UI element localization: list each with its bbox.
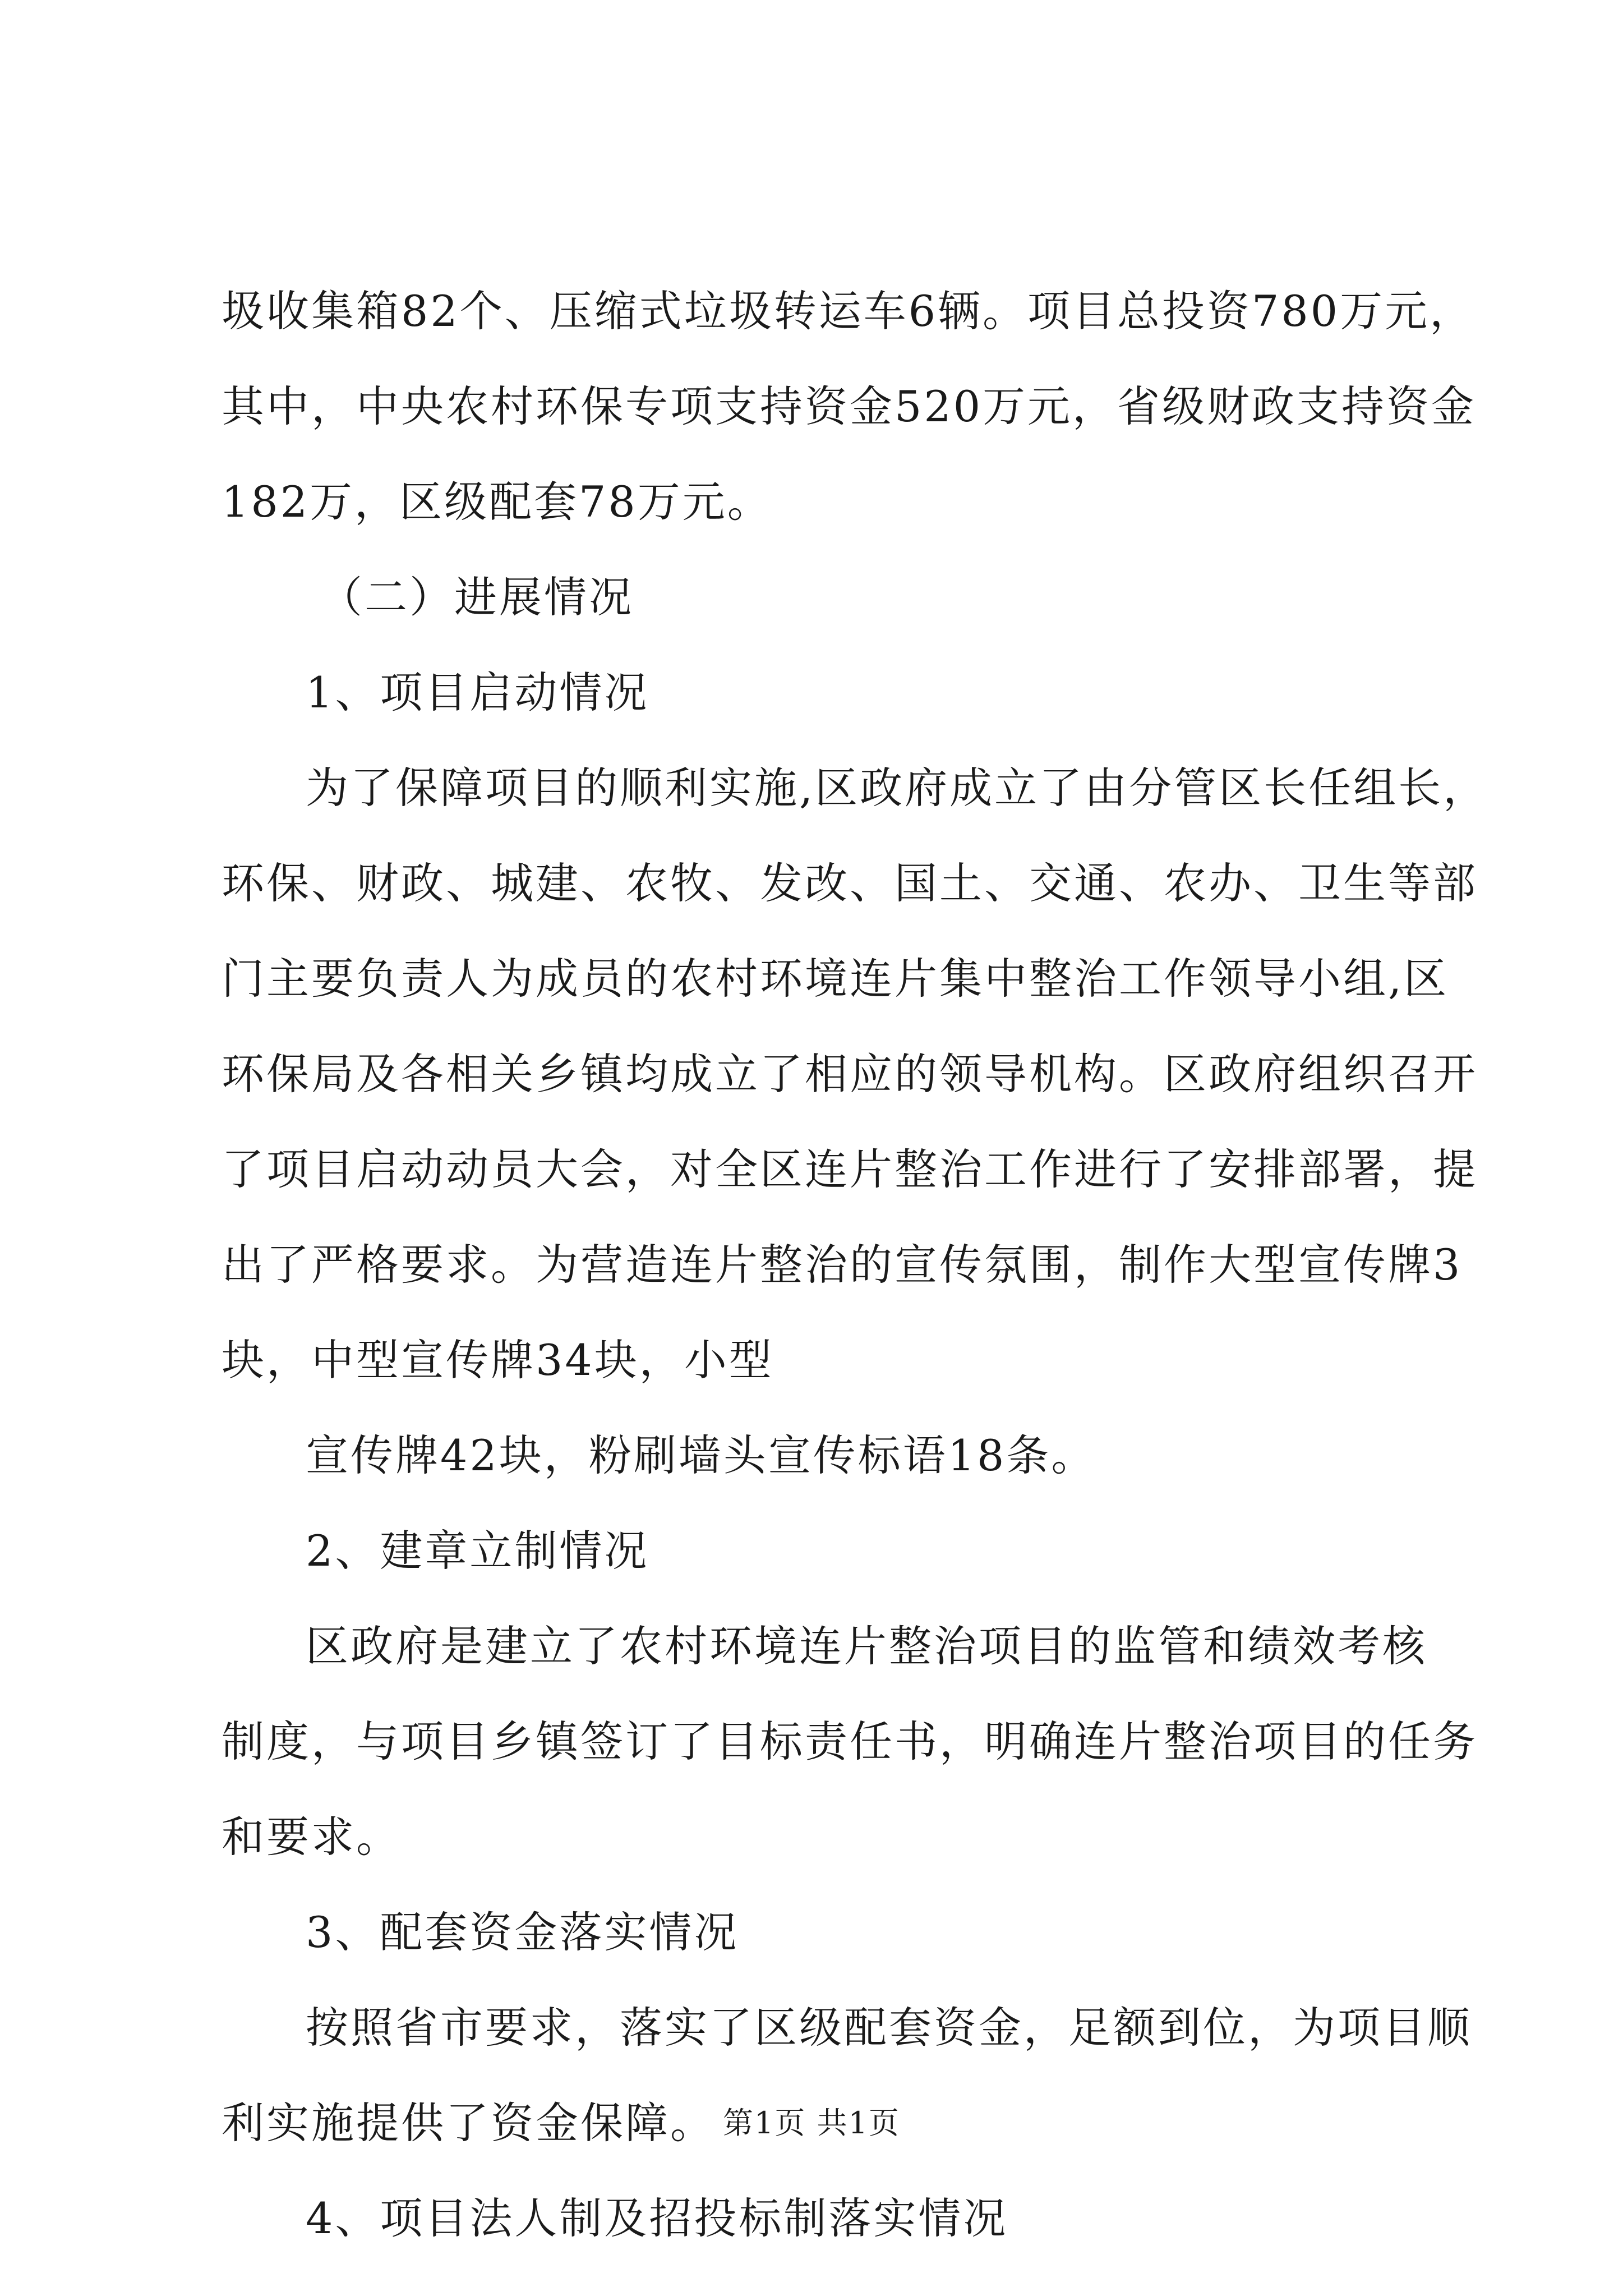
text-line: 宣传牌42块，粉刷墙头宣传标语18条。 xyxy=(306,1430,1096,1480)
text-line: 环保局及各相关乡镇均成立了相应的领导机构。区政府组织召开 xyxy=(222,1049,1478,1099)
document-body xyxy=(222,264,1488,2266)
text-line: 按照省市要求，落实了区级配套资金，足额到位，为项目顺 xyxy=(306,2003,1472,2053)
section-heading: （二）进展情况 xyxy=(320,572,634,622)
subsection-heading: 3、配套资金落实情况 xyxy=(306,1907,739,1957)
subsection-heading: 1、项目启动情况 xyxy=(306,668,649,717)
text-line: 为了保障项目的顺利实施,区政府成立了由分管区长任组长， xyxy=(306,763,1488,813)
subsection-heading: 4、项目法人制及招投标制落实情况 xyxy=(306,2193,1008,2243)
text-line: 利实施提供了资金保障。 xyxy=(222,2098,715,2148)
text-line: 其中，中央农村环保专项支持资金520万元，省级财政支持资金 xyxy=(222,381,1477,431)
text-line: 制度，与项目乡镇签订了目标责任书，明确连片整治项目的任务 xyxy=(222,1717,1478,1766)
text-line: 了项目启动动员大会，对全区连片整治工作进行了安排部署，提 xyxy=(222,1144,1478,1194)
page-number-footer: 第1页 共1页 xyxy=(723,2105,900,2141)
text-line: 182万，区级配套78万元。 xyxy=(222,477,772,527)
text-line: 圾收集箱82个、压缩式垃圾转运车6辆。项目总投资780万元， xyxy=(222,286,1475,336)
subsection-heading: 2、建章立制情况 xyxy=(306,1526,649,1576)
text-line: 门主要负责人为成员的农村环境连片集中整治工作领导小组,区 xyxy=(222,954,1449,1004)
text-line: 环保、财政、城建、农牧、发改、国土、交通、农办、卫生等部 xyxy=(222,858,1478,908)
text-line: 区政府是建立了农村环境连片整治项目的监管和绩效考核 xyxy=(306,1621,1427,1671)
text-line: 块，中型宣传牌34块，小型 xyxy=(222,1335,774,1385)
text-line: 和要求。 xyxy=(222,1812,401,1862)
text-line: 出了严格要求。为营造连片整治的宣传氛围，制作大型宣传牌3 xyxy=(222,1240,1463,1290)
